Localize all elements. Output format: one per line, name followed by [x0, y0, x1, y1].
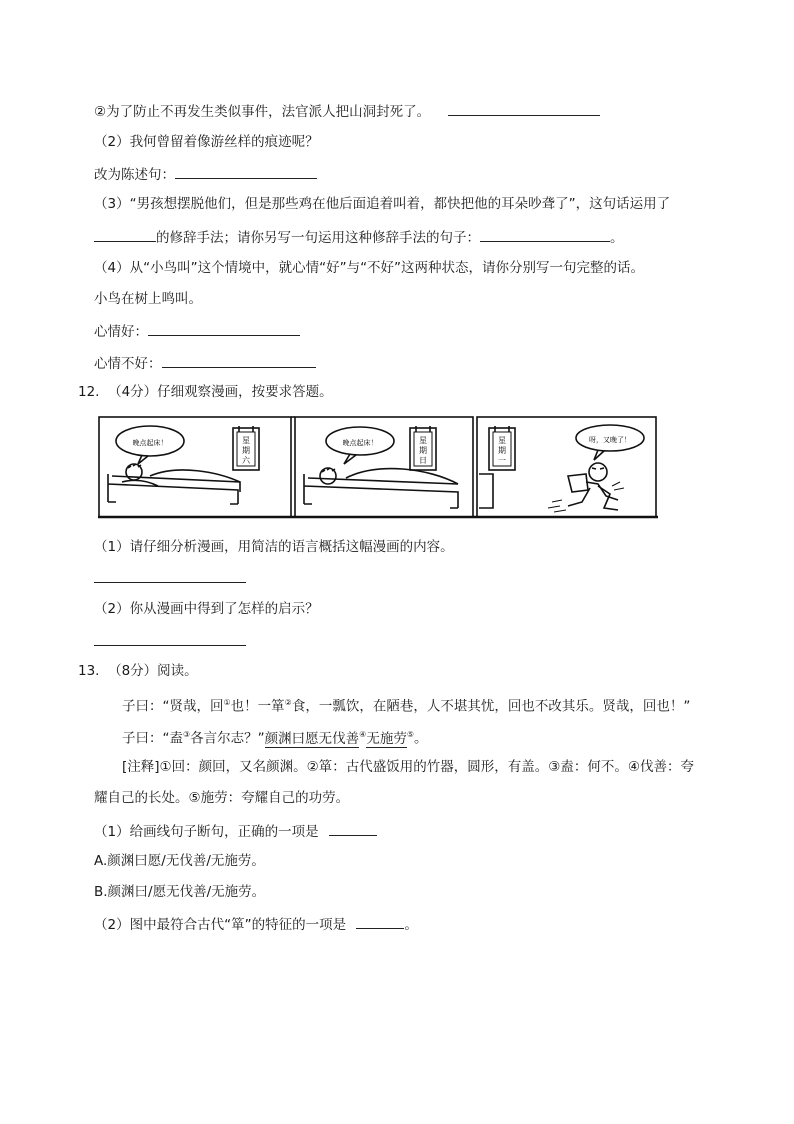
calendar-3-char-1: 星 — [498, 436, 506, 445]
answer-line[interactable] — [94, 645, 246, 646]
q11-good-mood: 心情好： — [94, 321, 300, 341]
bubble-text-3: 呀，又晚了！ — [589, 436, 631, 444]
q13-option-b: B.颜渊曰/愿无伐善/无施劳。 — [94, 884, 266, 900]
q12-sub2: （2）你从漫画中得到了怎样的启示？ — [94, 601, 319, 617]
comic-panel-2 — [295, 417, 473, 517]
answer-line[interactable] — [94, 582, 246, 583]
bubble-text-2: 晚点起床！ — [342, 439, 378, 447]
annotation-line-2: 耀自己的长处。⑤施劳：夸耀自己的功劳。 — [94, 790, 350, 806]
empty-bed-3 — [479, 474, 493, 508]
q11-sub3-line2: 的修辞手法；请你另写一句运用这种修辞手法的句子： 。 — [94, 227, 624, 247]
answer-blank[interactable] — [448, 101, 600, 116]
q12-header: 12. （4分）仔细观察漫画，按要求答题。 — [78, 384, 333, 400]
calendar-1-char-3: 六 — [242, 456, 250, 465]
answer-blank[interactable] — [175, 164, 317, 179]
comic-strip — [98, 416, 658, 520]
answer-blank[interactable] — [148, 321, 300, 336]
running-boy-head — [589, 463, 607, 481]
calendar-1-char-1: 星 — [242, 436, 250, 445]
q11-sub3-line1: （3）“男孩想摆脱他们，但是那些鸡在他后面追着叫着，都快把他的耳朵吵聋了”，这句话运用了 — [94, 196, 671, 212]
q13-header: 13. （8分）阅读。 — [78, 663, 198, 679]
calendar-3-char-3: 一 — [498, 456, 506, 465]
answer-blank[interactable] — [480, 227, 610, 242]
underlined-sentence-part-2: 无施劳 — [366, 730, 407, 747]
calendar-2-char-1: 星 — [419, 436, 427, 445]
q11-item2: ②为了防止不再发生类似事件，法官派人把山洞封死了。 — [94, 101, 600, 121]
q11-sub2-answer: 改为陈述句： — [94, 164, 317, 184]
passage-line-1: 子曰：“贤哉，回①也！一箪②食，一瓢饮，在陋巷，人不堪其忧，回也不改其乐。贤哉，回也！” — [122, 698, 691, 715]
calendar-1-char-2: 期 — [242, 446, 250, 455]
answer-blank[interactable] — [162, 353, 316, 368]
q11-sub2-prompt: （2）我何曾留着像游丝样的痕迹呢？ — [94, 134, 319, 150]
answer-blank[interactable] — [94, 227, 156, 242]
backpack — [568, 474, 588, 492]
annotation-line-1: [注释]①回：颜回，又名颜渊。②箪：古代盛饭用的竹器，圆形，有盖。③盍：何不。④伐善：夸 — [122, 759, 694, 775]
q13-sub2: （2）图中最符合古代“箪”的特征的一项是 。 — [94, 914, 418, 934]
q13-sub1: （1）给画线句子断句，正确的一项是 — [94, 821, 377, 841]
passage-line-2: 子曰：“盍③各言尔志？”颜渊曰愿无伐善④无施劳⑤。 — [122, 730, 428, 747]
q13-option-a: A.颜渊曰愿/无伐善/无施劳。 — [94, 853, 265, 869]
underlined-sentence-part-1: 颜渊曰愿无伐善 — [264, 730, 360, 747]
bubble-text-1: 晚点起床！ — [132, 439, 168, 447]
q11-bad-mood: 心情不好： — [94, 353, 316, 373]
calendar-2-char-2: 期 — [419, 446, 427, 455]
q11-sub4-scene: 小鸟在树上鸣叫。 — [94, 291, 202, 307]
calendar-2-char-3: 日 — [419, 456, 427, 465]
answer-blank[interactable] — [329, 821, 377, 836]
calendar-3-char-2: 期 — [498, 446, 506, 455]
q12-sub1: （1）请仔细分析漫画，用简洁的语言概括这幅漫画的内容。 — [94, 539, 454, 555]
q11-sub4-prompt: （4）从“小鸟叫”这个情境中，就心情“好”与“不好”这两种状态，请你分别写一句完整的话。 — [94, 260, 645, 276]
answer-blank[interactable] — [356, 914, 404, 929]
